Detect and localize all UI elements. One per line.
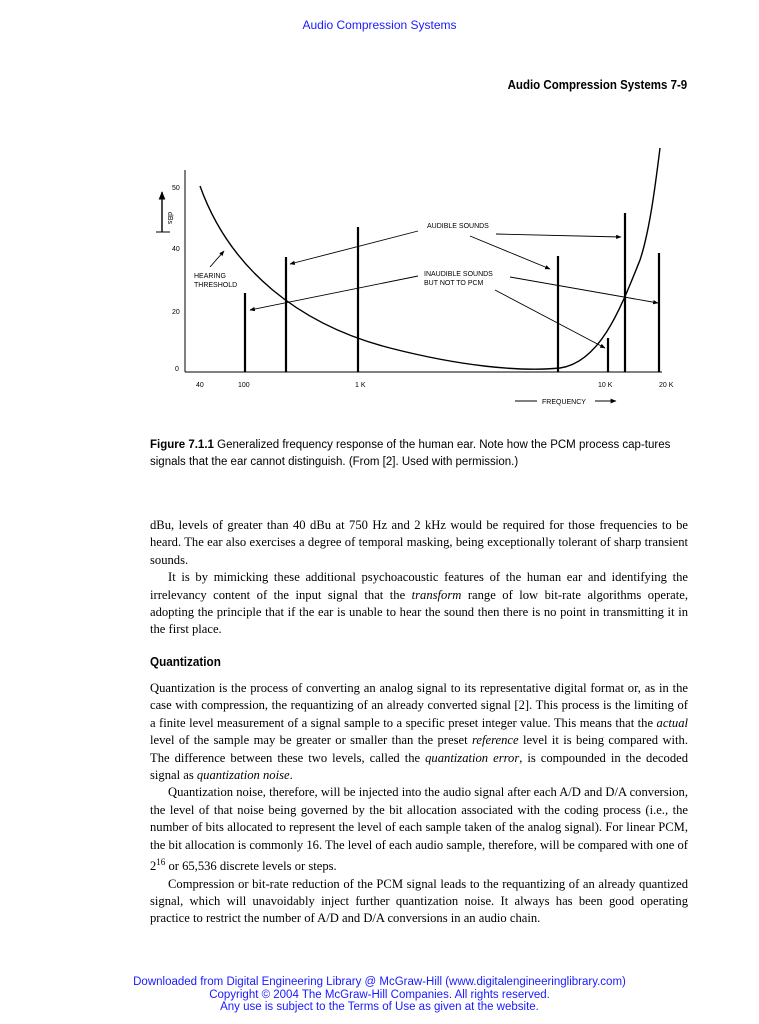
x-tick-label: 1 K bbox=[355, 382, 366, 389]
x-tick-label: 10 K bbox=[598, 382, 613, 389]
annotation-inaudible: INAUDIBLE SOUNDS bbox=[424, 271, 493, 278]
x-tick-label: 100 bbox=[238, 382, 250, 389]
y-tick-label: 20 bbox=[172, 309, 180, 316]
x-axis-label: FREQUENCY bbox=[542, 399, 586, 406]
paragraph: Compression or bit-rate reduction of the PCM signal leads to the requantizing of an already quantized signal, which will unavoidably inject further quantization noise. It always has been good operating practice to restrict the number of A/D and D/A conversions in an audio chain. bbox=[150, 876, 688, 926]
footer-copyright: Copyright © 2004 The McGraw-Hill Companies. All rights reserved. bbox=[209, 988, 550, 1001]
header-link[interactable]: Audio Compression Systems bbox=[302, 18, 457, 32]
caption-label: Figure 7.1.1 bbox=[150, 439, 214, 451]
paragraph: It is by mimicking these additional psychoacoustic features of the human ear and identifying the irrelevancy content of the input signal that the transform range of low bit-rate algorithms operate, adopting the principle that if the ear is unable to hear the sound then there is no point in transmitting it in the first place. bbox=[150, 570, 688, 637]
y-tick-label: 50 bbox=[172, 185, 180, 192]
y-axis-label: dBs bbox=[166, 212, 173, 225]
running-head: Audio Compression Systems 7-9 bbox=[507, 78, 687, 92]
annotation-hearing-threshold: THRESHOLD bbox=[194, 282, 238, 289]
body-section-2 bbox=[150, 680, 688, 928]
x-tick-label: 20 K bbox=[659, 382, 674, 389]
annotation-inaudible: BUT NOT TO PCM bbox=[424, 280, 484, 287]
hearing-threshold-curve bbox=[200, 148, 660, 369]
annotation-hearing-threshold: HEARING bbox=[194, 273, 226, 280]
y-tick-label: 0 bbox=[175, 366, 179, 373]
frequency-response-figure bbox=[140, 140, 680, 415]
section-heading: Quantization bbox=[150, 654, 221, 669]
footer-link[interactable]: Downloaded from Digital Engineering Library @ McGraw-Hill (www.digitalengineeringlibrary.com) bbox=[133, 976, 626, 988]
footer-terms: Any use is subject to the Terms of Use as given at the website. bbox=[220, 1001, 539, 1013]
paragraph: Quantization is the process of converting an analog signal to its representative digital format or, as in the case with compression, the requantizing of an already converted signal [2]. This process is the limiting of a finite level measurement of a signal sample to a specific preset integer value. This means that the actual level of the sample may be greater or smaller than the preset reference level it is being compared with. The difference between these two levels, called the quantization error, is compounded in the decoded signal as quantization noise. bbox=[150, 681, 688, 783]
footer bbox=[0, 976, 759, 1014]
caption-text: Generalized frequency response of the human ear. Note how the PCM process cap-tures signals that the ear cannot distinguish. (From [2]. Used with permission.) bbox=[150, 439, 671, 468]
x-tick-label: 40 bbox=[196, 382, 204, 389]
body-section-1 bbox=[150, 517, 688, 639]
paragraph: dBu, levels of greater than 40 dBu at 750 Hz and 2 kHz would be required for those frequencies to be heard. The ear also exercises a degree of temporal masking, being exceptionally tolerant of sharp transient sounds. bbox=[150, 518, 688, 567]
figure-caption bbox=[150, 437, 690, 471]
annotation-audible: AUDIBLE SOUNDS bbox=[427, 223, 489, 230]
y-tick-label: 40 bbox=[172, 246, 180, 253]
paragraph: Quantization noise, therefore, will be injected into the audio signal after each A/D and D/A conversion, the level of that noise being governed by the bit allocation associated with the coding process (i.e., the number of bits allocated to represent the level of each sample taken of the analog signal). For linear PCM, the bit allocation is commonly 16. The level of each audio sample, therefore, will be compared with one of $2^{16}$ or 65,536 discrete levels or steps. bbox=[150, 785, 688, 874]
